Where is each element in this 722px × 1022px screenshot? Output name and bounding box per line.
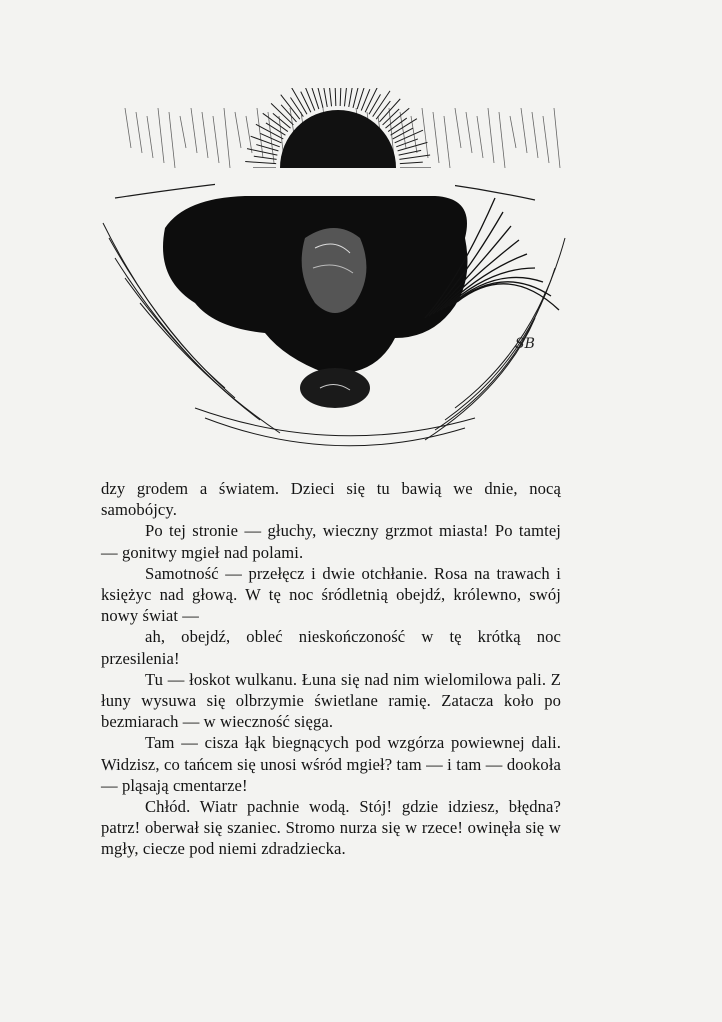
vignette-illustration bbox=[95, 88, 575, 448]
paragraph: Chłód. Wiatr pachnie wodą. Stój! gdzie idziesz, błędna? patrz! oberwał się szaniec. Stromo nurza się w rzece! owinęła się w mgły, ciecze pod niemi zdradziecka. bbox=[101, 797, 561, 859]
paragraph: dzy grodem a światem. Dzieci się tu bawią we dnie, nocą samobójcy. bbox=[101, 479, 561, 520]
artist-signature: SB bbox=[515, 336, 535, 352]
paragraph: Po tej stronie — głuchy, wieczny grzmot miasta! Po tamtej — gonitwy mgieł nad polami. bbox=[101, 521, 561, 562]
paragraph: Samotność — przełęcz i dwie otchłanie. Rosa na trawach i księżyc nad głową. W tę noc śródletnią obejdź, królewno, swój nowy świat — bbox=[101, 563, 561, 626]
paragraph: Tam — cisza łąk biegnących pod wzgórza powiewnej dali. Widzisz, co tańcem się unosi wśród mgieł? tam — i tam — dookoła — pląsają cmentarze! bbox=[101, 733, 561, 795]
body-text bbox=[101, 478, 561, 860]
paragraph: Tu — łoskot wulkanu. Łuna się nad nim wielomilowa pali. Z łuny wysuwa się olbrzymie świetlane ramię. Zatacza koło po bezmiarach — w wieczność sięga. bbox=[101, 669, 561, 732]
paragraph: ah, obejdź, obleć nieskończoność w tę krótką noc przesilenia! bbox=[101, 627, 561, 668]
